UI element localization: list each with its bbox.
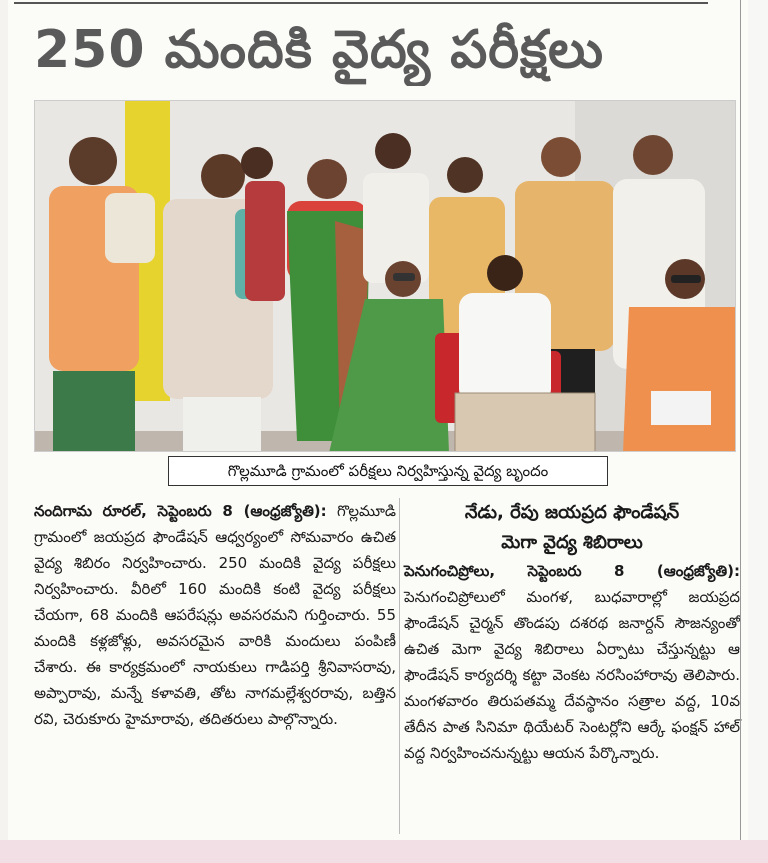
equipment-box: [455, 393, 595, 452]
adjacent-page-strip: [748, 0, 768, 840]
right-dateline: పెనుగంచిప్రోలు, సెప్టెంబరు 8 (ఆంధ్రజ్యోతి):: [404, 562, 740, 580]
left-story: [34, 498, 396, 732]
photo-caption: గొల్లమూడి గ్రామంలో పరీక్షలు నిర్వహిస్తున్న వైద్య బృందం: [168, 456, 608, 486]
newspaper-page: [8, 0, 748, 840]
right-headline-line2: మెగా వైద్య శిబిరాలు: [501, 532, 643, 553]
right-body: పెనుగంచిప్రోలులో మంగళ, బుధవారాల్లో జయప్రద ఫౌండేషన్ చైర్మన్ తొండపు దశరథ జనార్దన్ సౌజన్యంతో ఉచిత మెగా వైద్య శిబిరాలు ఏర్పాటు చేస్తున్నట్టు ఆ ఫౌండేషన్ కార్యదర్శి కట్టా వెంకట నరసింహారావు తెలిపారు. మంగళవారం తిరుపతమ్మ దేవస్థానం సత్రాల వద్ద, 10వ తేదీన పాత సినిమా థియేటర్ సెంటర్లోని ఆర్కే ఫంక్షన్ హాల్ వద్ద నిర్వహించనున్నట్టు ఆయన పేర్కొన్నారు.: [404, 588, 740, 762]
right-column-rule: [740, 0, 741, 840]
headline: 250 మందికి వైద్య పరీక్షలు: [34, 20, 605, 80]
top-rule: [14, 2, 708, 4]
bottom-band: [0, 840, 768, 863]
right-headline-line1: నేడు, రేపు జయప్రద ఫౌండేషన్: [464, 502, 680, 523]
medical-camp-photo: [35, 101, 736, 452]
column-separator: [399, 498, 400, 834]
right-story: [404, 498, 740, 766]
left-dateline: నందిగామ రూరల్, సెప్టెంబరు 8 (ఆంధ్రజ్యోతి):: [34, 502, 327, 520]
left-body: గొల్లమూడి గ్రామంలో జయప్రద ఫౌండేషన్ ఆధ్వర్యంలో సోమవారం ఉచిత వైద్య శిబిరం నిర్వహించారు. 250 మందికి వైద్య పరీక్షలు నిర్వహించారు. వీరిలో 160 మందికి కంటి వైద్య పరీక్షలు చేయగా, 68 మందికి ఆపరేషన్లు అవసరమని గుర్తించారు. 55 మందికి కళ్లజోళ్లు, అవసరమైన వారికి మందులు పంపిణీ చేశారు. ఈ కార్యక్రమంలో నాయకులు గాడిపర్తి శ్రీనివాసరావు, అప్పారావు, మన్నే కళావతి, తోట నాగమల్లేశ్వరరావు, బత్తిన రవి, చెరుకూరు హైమారావు, తదితరులు పాల్గొన్నారు.: [34, 502, 396, 728]
news-photo: [34, 100, 736, 452]
